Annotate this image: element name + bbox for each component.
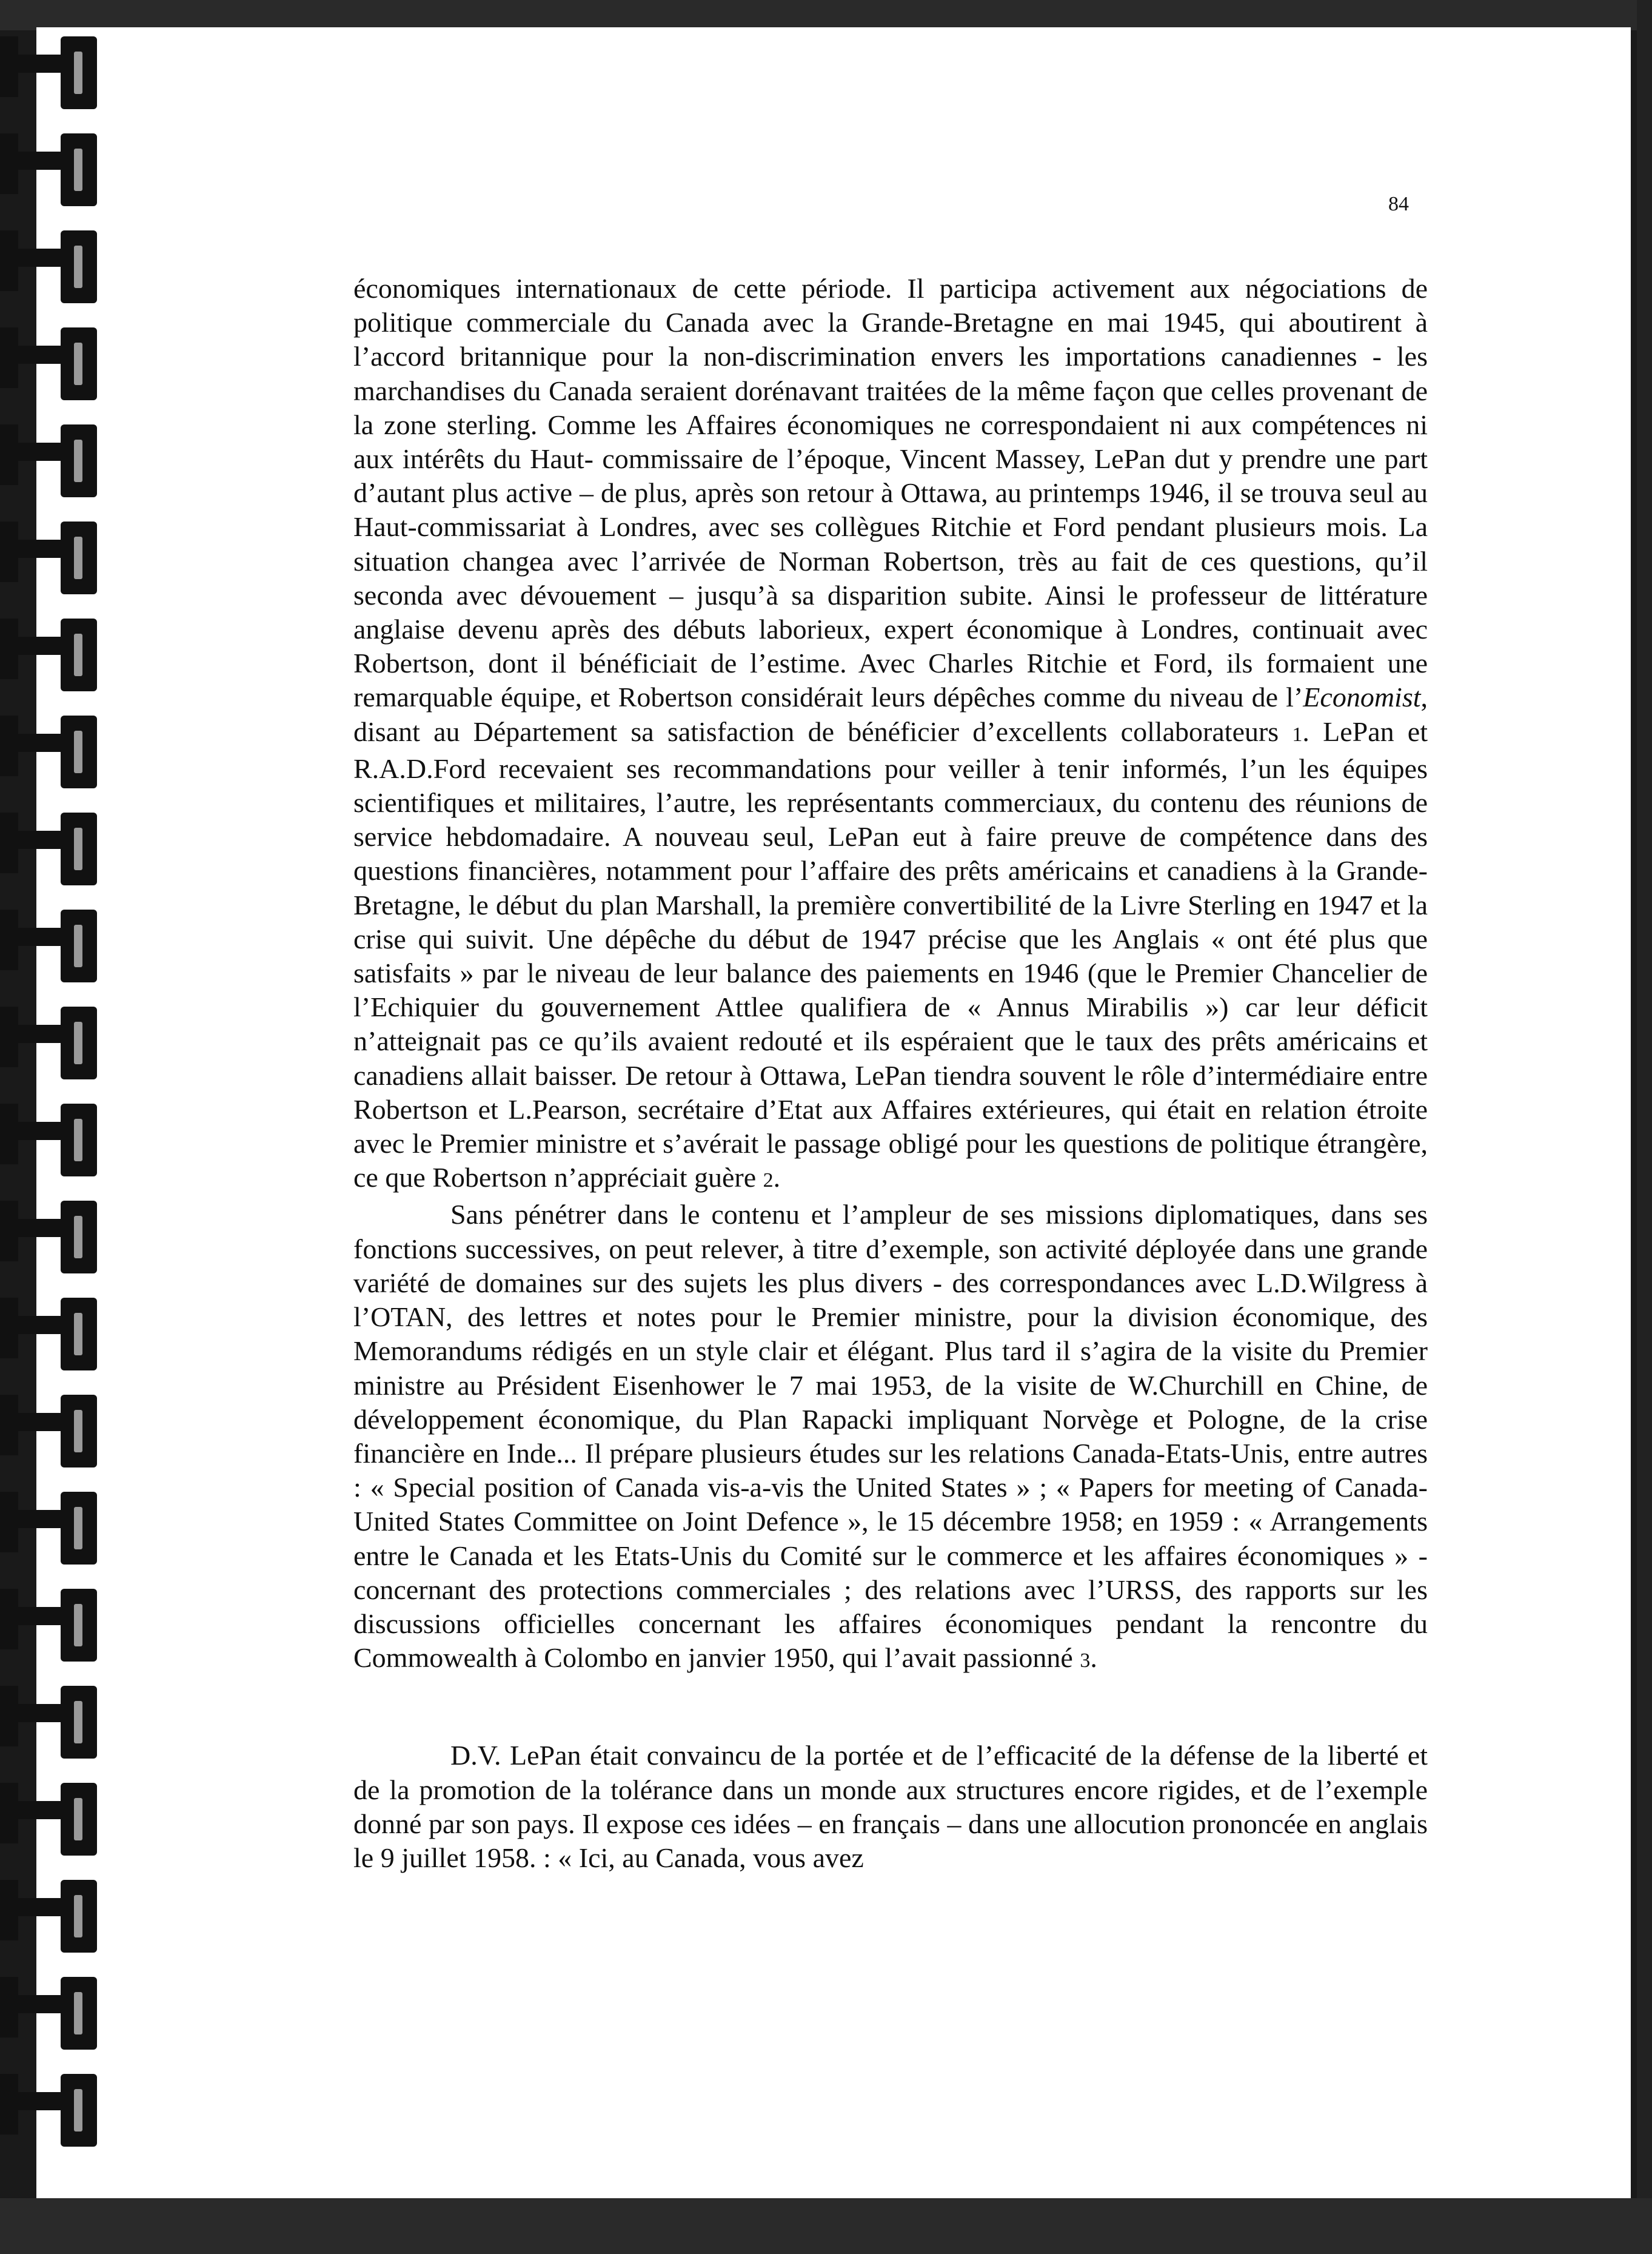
binding-coil-part [74,149,82,191]
binding-coil-part [74,537,82,579]
binding-coil [0,1965,121,2056]
text-segment: . [773,1162,781,1193]
binding-coil [0,218,121,309]
binding-coil-part [74,1992,82,2034]
scan-right-edge [1637,0,1652,2254]
page-number: 84 [1388,193,1409,215]
binding-coil-part [74,1798,82,1840]
binding-coil [0,703,121,794]
binding-coil-part [74,1119,82,1161]
binding-coil [0,897,121,988]
binding-coil [0,412,121,503]
scan-bottom-edge [0,2198,1652,2254]
binding-coil [0,1577,121,1668]
binding-coil [0,1674,121,1765]
binding-coil [0,1771,121,1862]
binding-coil-part [74,1216,82,1258]
binding-coil [0,315,121,406]
binding-coil-part [74,440,82,482]
footnote-reference: 3 [1080,1649,1091,1672]
binding-coil-part [74,1022,82,1064]
footnote-reference: 1 [1292,723,1303,746]
binding-coil [0,1189,121,1280]
text-segment: D.V. LePan était convaincu de la portée et de l’efficacité de la défense de la liberté et de la promotion de la tolérance dans un monde aux structures encore rigides, et de l’exemple donné par son pays. Il expose ces idées – en français – dans une allocution prononcée en anglais le 9 juillet 1958. : « Ici, au Canada, vous avez [353,1740,1428,1873]
binding-coil-part [74,634,82,676]
text-segment: , disant au Département sa satisfaction de bénéficier d’excellents collaborateurs [353,682,1428,747]
binding-coil [0,509,121,600]
binding-coil-part [74,1604,82,1646]
binding-coil [0,1383,121,1474]
binding-coil-part [74,731,82,773]
binding-coil-part [74,828,82,870]
paragraph [353,1198,1428,1678]
binding-coil [0,121,121,212]
binding-coil-part [74,1895,82,1937]
binding-coil-part [74,246,82,288]
italic-text: Economist [1303,682,1421,713]
text-segment: économiques internationaux de cette période. Il participa activement aux négociations de politique commerciale du Canada avec la Grande-Bretagne en mai 1945, qui aboutirent à l’accord britannique pour la non-discrimination envers les importations canadiennes - les marchandises du Canada seraient dorénavant traitées de la même façon que celles provenant de la zone sterling. Comme les Affaires économiques ne correspondaient ni aux compétences ni aux intérêts du Haut- commissaire de l’époque, Vincent Massey, LePan dut y prendre une part d’autant plus active – de plus, après son retour à Ottawa, au printemps 1946, il se trouva seul au Haut-commissariat à Londres, avec ses collègues Ritchie et Ford pendant plusieurs mois. La situation changea avec l’arrivée de Norman Robertson, très au fait de ces questions, qu’il seconda avec dévouement – jusqu’à sa disparition subite. Ainsi le professeur de littérature anglaise devenu après des débuts laborieux, expert économique à Londres, continuait avec Robertson, dont il bénéficiait de l’estime. Avec Charles Ritchie et Ford, ils formaient une remarquable équipe, et Robertson considérait leurs dépêches comme du niveau de l’ [353,273,1428,713]
binding-coil [0,1286,121,1377]
binding-coil [0,1480,121,1571]
binding-coil [0,24,121,115]
binding-coil [0,800,121,891]
binding-coil [0,1092,121,1182]
scan-top-edge [0,0,1652,30]
text-segment: . LePan et R.A.D.Ford recevaient ses recommandations pour veiller à tenir informés, l’un les équipes scientifiques et militaires, l’autre, les représentants commerciaux, du contenu des réunions de service hebdomadaire. A nouveau seul, LePan eut à faire preuve de compétence dans des questions financières, notamment pour l’affaire des prêts américains et canadiens à la Grande-Bretagne, le début du plan Marshall, la première convertibilité de la Livre Sterling en 1947 et la crise qui suivit. Une dépêche du début de 1947 précise que les Anglais « ont été plus que satisfaits » par le niveau de leur balance des paiements en 1946 (que le Premier Chancelier de l’Echiquier du gouvernement Attlee qualifiera de « Annus Mirabilis ») car leur déficit n’atteignait pas ce qu’ils avaient redouté et ils espéraient que le taux des prêts américains et canadiens allait baisser. De retour à Ottawa, LePan tiendra souvent le rôle d’intermédiaire entre Robertson et L.Pearson, secrétaire d’Etat aux Affaires extérieures, qui était en relation étroite avec le Premier ministre et s’avérait le passage obligé pour les questions de politique étrangère, ce que Robertson n’appréciait guère [353,716,1428,1193]
text-segment: Sans pénétrer dans le contenu et l’ampleur de ses missions diplomatiques, dans ses fonctions successives, on peut relever, à titre d’exemple, son activité déployée dans une grande variété de domaines sur des sujets les plus divers - des correspondances avec L.D.Wilgress à l’OTAN, des lettres et notes pour le Premier ministre, pour la division économique, des Memorandums rédigés en un style clair et élégant. Plus tard il s’agira de la visite du Premier ministre au Président Eisenhower le 7 mai 1953, de la visite de W.Churchill en Chine, de développement économique, du Plan Rapacki impliquant Norvège et Pologne, de la crise financière en Inde... Il prépare plusieurs études sur les relations Canada-Etats-Unis, entre autres : « Special position of Canada vis-a-vis the United States » ; « Papers for meeting of Canada-United States Committee on Joint Defence », le 15 décembre 1958; en 1959 : « Arrangements entre le Canada et les Etats-Unis du Comité sur le commerce et les affaires économiques » - concernant des protections commerciales ; des relations avec l’URSS, des rapports sur les discussions officielles concernant les affaires économiques pendant la rencontre du Commowealth à Colombo en janvier 1950, qui l’avait passionné [353,1199,1428,1674]
binding-coil-part [74,2089,82,2132]
binding-coil-part [74,1701,82,1743]
binding-coil-part [74,925,82,967]
paragraph [353,272,1428,1198]
footnote-reference: 2 [763,1169,774,1192]
binding-coil-part [74,52,82,94]
body-text [353,272,1428,1875]
binding-coil-part [74,1507,82,1549]
text-segment: . [1090,1642,1097,1674]
binding-coil [0,606,121,697]
binding-coil-part [74,343,82,385]
binding-coil-part [74,1313,82,1355]
binding-coil-part [74,1410,82,1452]
paragraph [353,1739,1428,1875]
binding-coil [0,2062,121,2153]
binding-coil [0,995,121,1085]
spiral-binding [0,24,121,2207]
binding-coil [0,1868,121,1959]
